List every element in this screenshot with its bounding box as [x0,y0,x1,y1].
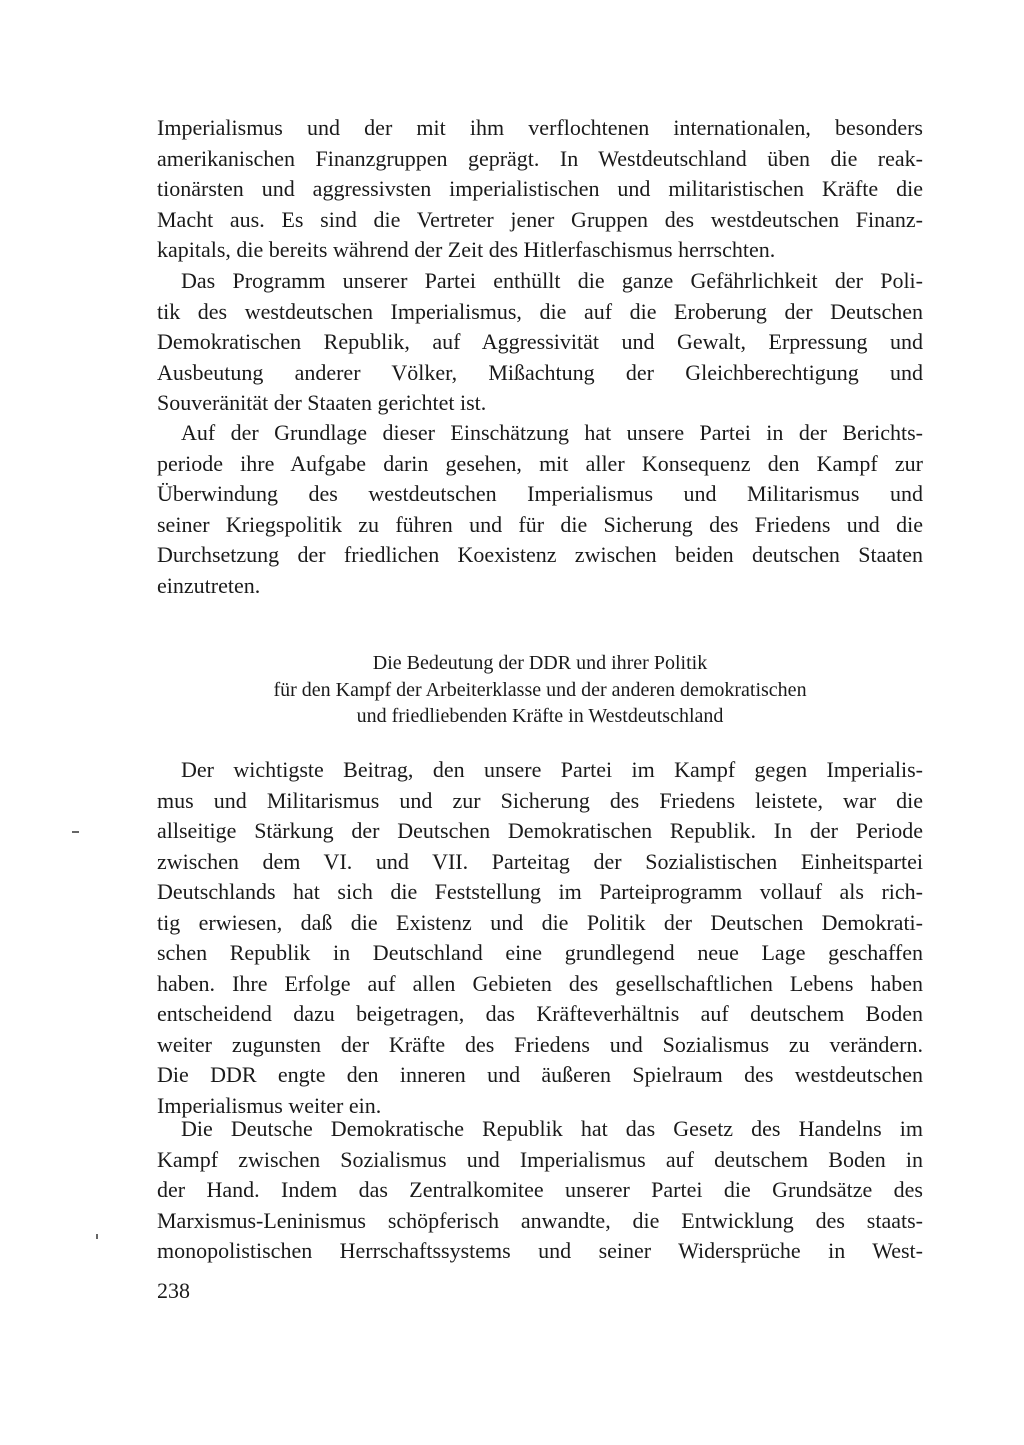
paragraph-2 [157,266,923,419]
heading-line: und friedliebenden Kräfte in Westdeutschland [356,705,724,727]
heading-line: für den Kampf der Arbeiterklasse und der anderen demokratischen [273,678,807,701]
text-line: Imperialismus und der mit ihm verflochtenen internationalen, besonders [157,115,923,140]
text-line: Ausbeutung anderer Völker, Mißachtung der Gleichberechtigung und [157,359,923,385]
text-line: Auf der Grundlage dieser Einschätzung hat unsere Partei in der Berichts- [181,420,923,445]
paragraph-1 [157,113,923,266]
text-line: Souveränität der Staaten gerichtet ist. [157,390,487,415]
text-line: tionärsten und aggressivsten imperialistischen und militaristischen Kräfte die [157,176,923,201]
text-line: der Hand. Indem das Zentralkomitee unserer Partei die Grundsätze des [157,1177,923,1202]
text-line: Demokratischen Republik, auf Aggressivität und Gewalt, Erpressung und [157,329,923,354]
text-line: seiner Kriegspolitik zu führen und für die Sicherung des Friedens und die [157,511,923,537]
text-line: Marxismus-Leninismus schöpferisch anwandte, die Entwicklung des staats- [157,1207,923,1233]
text-line: Der wichtigste Beitrag, den unsere Partei im Kampf gegen Imperialis- [181,757,923,782]
text-line: schen Republik in Deutschland eine grundlegend neue Lage geschaffen [157,940,923,965]
paragraph-5 [157,1114,923,1267]
text-line: tik des westdeutschen Imperialismus, die auf die Eroberung der Deutschen [157,298,923,324]
text-line: amerikanischen Finanzgruppen geprägt. In Westdeutschland üben die reak- [157,145,923,171]
text-line: allseitige Stärkung der Deutschen Demokratischen Republik. In der Periode [157,818,923,843]
text-line: kapitals, die bereits während der Zeit des Hitlerfaschismus herrschten. [157,237,776,262]
text-line: einzutreten. [157,572,261,598]
text-line: mus und Militarismus und zur Sicherung des Friedens leistete, war die [157,787,923,813]
text-line: periode ihre Aufgabe darin gesehen, mit aller Konsequenz den Kampf zur [157,450,923,476]
text-line: Deutschlands hat sich die Feststellung im Parteiprogramm vollauf als rich- [157,879,923,904]
text-line: Die DDR engte den inneren und äußeren Spielraum des westdeutschen [157,1062,923,1087]
text-line: zwischen dem VI. und VII. Parteitag der Sozialistischen Einheitspartei [157,848,923,874]
text-line: Das Programm unserer Partei enthüllt die ganze Gefährlichkeit der Poli- [181,268,923,293]
text-line: Überwindung des westdeutschen Imperialismus und Militarismus und [157,481,923,506]
paragraph-3 [157,418,923,601]
text-line: monopolistischen Herrschaftssystems und seiner Widersprüche in West- [157,1238,923,1263]
section-heading [157,650,923,730]
heading-line: Die Bedeutung der DDR und ihrer Politik [372,652,708,674]
text-line: Imperialismus weiter ein. [157,1092,382,1118]
text-line: Durchsetzung der friedlichen Koexistenz zwischen beiden deutschen Staaten [157,542,923,567]
text-line: Die Deutsche Demokratische Republik hat das Gesetz des Handelns im [181,1116,923,1141]
text-line: entscheidend dazu beigetragen, das Kräfteverhältnis auf deutschem Boden [157,1001,923,1026]
text-line: Macht aus. Es sind die Vertreter jener Gruppen des westdeutschen Finanz- [157,206,923,232]
scan-speck [96,1234,98,1239]
text-line: tig erwiesen, daß die Existenz und die Politik der Deutschen Demokrati- [157,909,923,935]
text-line: haben. Ihre Erfolge auf allen Gebieten des gesellschaftlichen Lebens haben [157,970,923,996]
text-line: Kampf zwischen Sozialismus und Imperialismus auf deutschem Boden in [157,1146,923,1172]
page-number: 238 [157,1278,190,1303]
scan-speck [72,831,79,833]
paragraph-4 [157,755,923,1121]
text-line: weiter zugunsten der Kräfte des Friedens und Sozialismus zu verändern. [157,1031,923,1057]
